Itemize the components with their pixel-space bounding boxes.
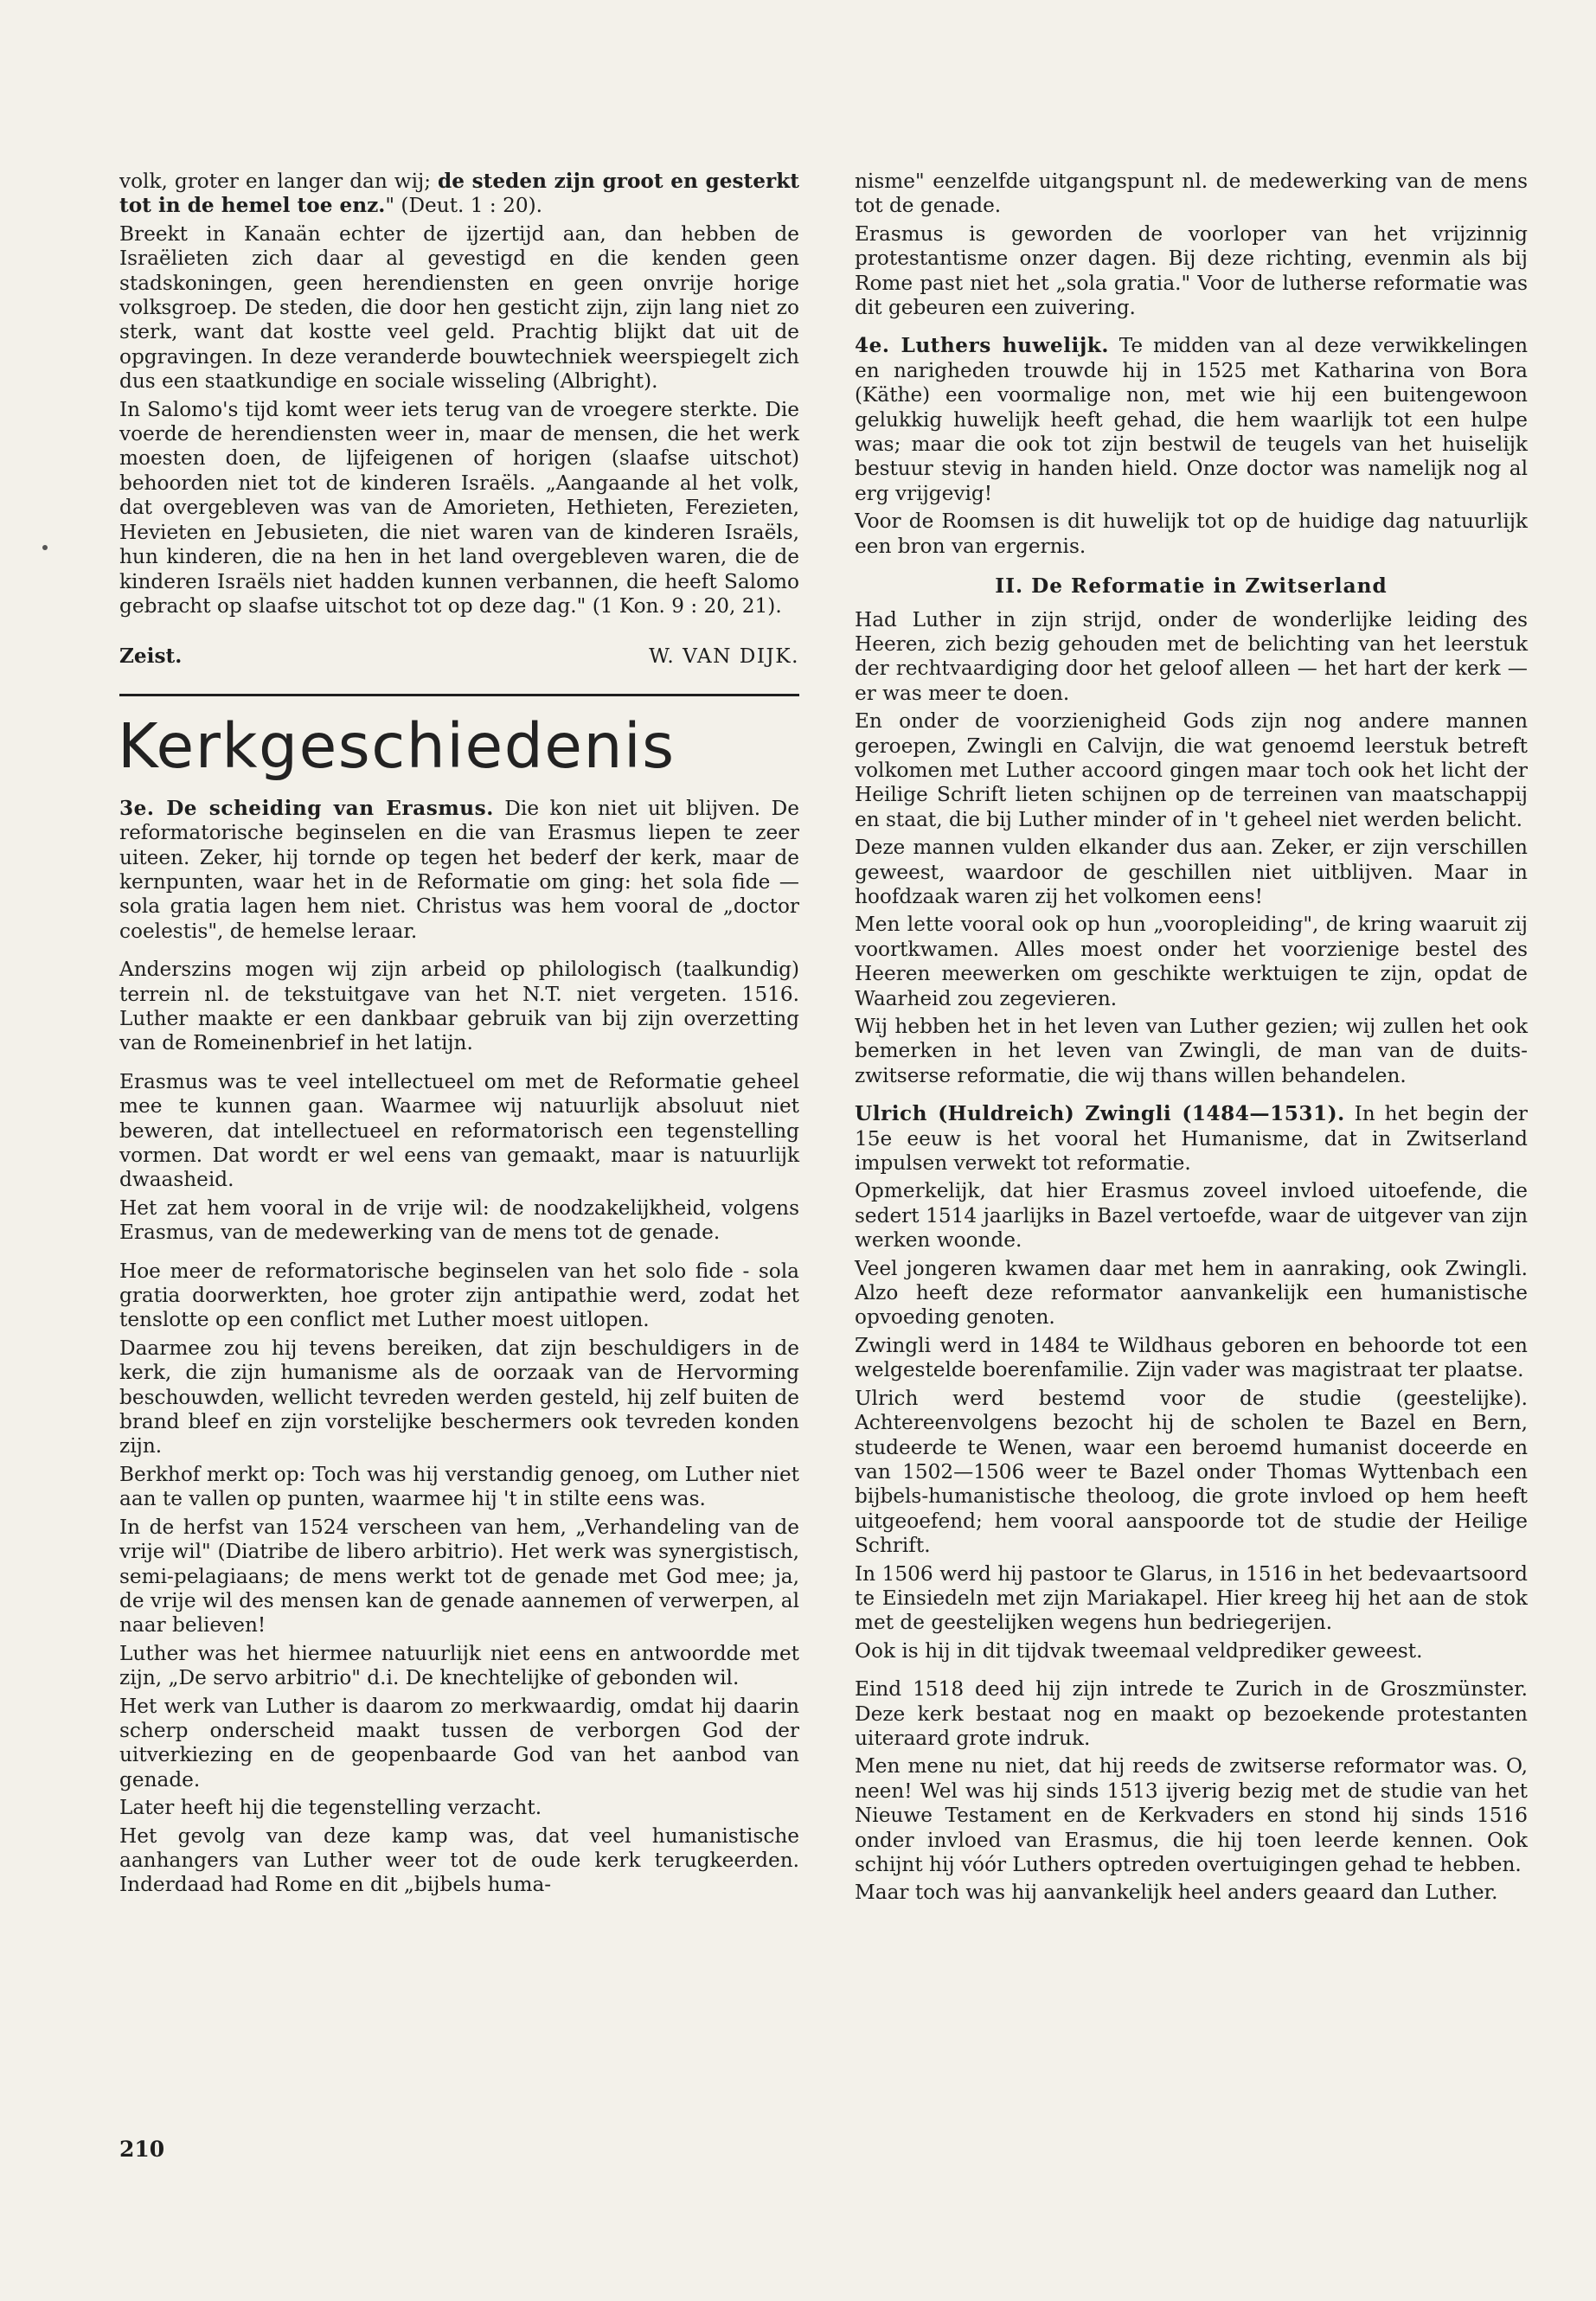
page-number: 210	[119, 2137, 165, 2162]
paragraph: Eind 1518 deed hij zijn intrede te Zurich in de Groszmünster. Deze kerk bestaat nog en maakt op bezoekende protestanten uiteraard grote indruk.	[855, 1677, 1528, 1750]
paragraph: Later heeft hij die tegenstelling verzacht.	[119, 1796, 542, 1820]
paragraph: 4e. Luthers huwelijk. Te midden van al deze verwikkelingen en narigheden trouwde hij in 1525 met Katharina von Bora (Käthe) een voormalige non, met wie hij een buitengewoon gelukkig huwelijk heeft gehad, die hem waarlijk tot een hulpe was; maar die ook tot zijn bestwil de teugels van het huiselijk bestuur stevig in handen hield. Onze doctor was namelijk nog al erg vrijgevig!	[855, 334, 1529, 505]
paragraph: Luther was het hiermee natuurlijk niet eens en antwoordde met zijn, „De servo arbitrio" d.i. De knechtelijke of gebonden wil.	[119, 1641, 799, 1690]
intro-text	[119, 170, 799, 619]
paragraph: Wij hebben het in het leven van Luther gezien; wij zullen het ook bemerken in het leven van Zwingli, de man van de duits-zwitserse reformatie, die wij thans willen behandelen.	[855, 1015, 1528, 1087]
intro-text	[855, 170, 1528, 320]
paragraph: Ook is hij in dit tijdvak tweemaal veldprediker geweest.	[855, 1638, 1423, 1663]
paragraph: Voor de Roomsen is dit huwelijk tot op de huidige dag natuurlijk een bron van ergernis.	[855, 510, 1528, 558]
reformation-section	[855, 608, 1528, 1089]
paragraph: Breekt in Kanaän echter de ijzertijd aan, dan hebben de Israëlieten zich daar al gevestigd en die kenden geen stadskoningen, geen herendiensten en geen onvrije horige volksgroep. De steden, die door hen gesticht zijn, zijn lang niet zo sterk, want dat kostte veel geld. Prachtig blijkt dat uit de opgravingen. In deze veranderde bouwtechniek weerspiegelt zich dus een staatkundige en sociale wisseling (Albright).	[119, 221, 799, 394]
paragraph: In 1506 werd hij pastoor te Glarus, in 1516 in het bedevaartsoord te Einsiedeln met zijn Mariakapel. Hier kreeg hij het aan de stok met de geestelijken wegens hun bedriegerijen.	[855, 1561, 1528, 1635]
paragraph: Maar toch was hij aanvankelijk heel anders geaard dan Luther.	[855, 1881, 1498, 1905]
paragraph: Erasmus was te veel intellectueel om met de Reformatie geheel mee te kunnen gaan. Waarmee wij natuurlijk absoluut niet beweren, dat intellectueel en reformatorisch een tegenstelling vormen. Dat wordt er wel eens van gemaakt, maar is natuurlijk dwaasheid.	[119, 1069, 799, 1192]
paragraph: Men mene nu niet, dat hij reeds de zwitserse reformator was. O, neen! Wel was hij sinds 1513 ijverig bezig met de studie van het Nieuwe Testament en de Kerkvaders en stond hij sinds 1516 onder invloed van Erasmus, die hij toen leerde kennen. Ook schijnt hij vóór Luthers optreden overtuigingen gehad te hebben.	[855, 1754, 1528, 1876]
right-column	[855, 170, 1528, 1909]
paragraph: Berkhof merkt op: Toch was hij verstandig genoeg, om Luther niet aan te vallen op punten, waarmee hij 't in stilte eens was.	[119, 1462, 799, 1511]
paragraph: Daarmee zou hij tevens bereiken, dat zijn beschuldigers in de kerk, die zijn humanisme als de oorzaak van de Hervorming beschouwden, wellicht tevreden werden gesteld, hij zelf buiten de brand bleef en zijn vorstelijke beschermers ook tevreden konden zijn.	[119, 1336, 799, 1458]
paragraph: Anderszins mogen wij zijn arbeid op philologisch (taalkundig) terrein nl. de tekstuitgave van het N.T. niet vergeten. 1516. Luther maakte er een dankbaar gebruik van bij zijn overzetting van de Romeinenbrief in het latijn.	[119, 958, 799, 1055]
paragraph: In Salomo's tijd komt weer iets terug van de vroegere sterkte. Die voerde de herendiensten weer in, maar de mensen, die het werk moesten doen, de lijfeigenen of horigen (slaafse uitschot) behoorden niet tot de kinderen Israëls. „Aangaande al het volk, dat overgebleven was van de Amorieten, Hethieten, Ferezieten, Hevieten en Jebusieten, die niet waren van de kinderen Israëls, hun kinderen, die na hen in het land overgebleven waren, die de kinderen Israëls niet hadden kunnen verbannen, die heeft Salomo gebracht op slaafse uitschot tot op deze dag." (1 Kon. 9 : 20, 21).	[119, 397, 799, 618]
article-body	[119, 797, 799, 1898]
paragraph: In de herfst van 1524 verscheen van hem, „Verhandeling van de vrije wil" (Diatribe de libero arbitrio). Het werk was synergistisch, semi-pelagiaans; de mens werkt tot de genade met God mee; ja, de vrije wil des mensen kan de genade aannemen of verwerpen, al naar believen!	[119, 1515, 799, 1638]
paragraph: nisme" eenzelfde uitgangspunt nl. de medewerking van de mens tot de genade.	[855, 170, 1528, 218]
paragraph: volk, groter en langer dan wij; de steden zijn groot en gesterkt tot in de hemel toe enz." (Deut. 1 : 20).	[119, 170, 799, 218]
luther-marriage-section	[855, 334, 1528, 559]
paragraph: Het zat hem vooral in de vrije wil: de noodzakelijkheid, volgens Erasmus, van de medewerking van de mens tot de genade.	[119, 1195, 799, 1245]
paragraph: 3e. De scheiding van Erasmus. Die kon niet uit blijven. De reformatorische beginselen en die van Erasmus liepen te zeer uiteen. Zeker, hij tornde op tegen het bederf der kerk, maar de kernpunten, waar het in de Reformatie om ging: het sola fide — sola gratia lagen hem niet. Christus was hem vooral de „doctor coelestis", de hemelse leraar.	[119, 796, 799, 943]
paragraph: Deze mannen vulden elkander dus aan. Zeker, er zijn verschillen geweest, waardoor de geschillen niet uitblijven. Maar in hoofdzaak waren zij het volkomen eens!	[855, 836, 1528, 908]
left-column	[119, 170, 799, 1901]
paragraph: Het werk van Luther is daarom zo merkwaardig, omdat hij daarin scherp onderscheid maakt tussen de verborgen God der uitverkiezing en de geopenbaarde God van het aanbod van genade.	[119, 1694, 799, 1791]
paragraph: Opmerkelijk, dat hier Erasmus zoveel invloed uitoefende, die sedert 1514 jaarlijks in Bazel vertoefde, waar de uitgever van zijn werken woonde.	[855, 1179, 1528, 1253]
zwingli-section	[855, 1102, 1528, 1906]
section-title: Kerkgeschiedenis	[118, 709, 676, 782]
author-name: W. VAN DIJK.	[649, 644, 799, 669]
section-divider	[119, 694, 799, 696]
paragraph: Erasmus is geworden de voorloper van het vrijzinnig protestantisme onzer dagen. Bij deze richting, evenmin als bij Rome past niet het „sola gratia." Voor de lutherse reformatie was dit gebeuren een zuivering.	[855, 221, 1528, 320]
signature-place: Zeist.	[119, 644, 183, 669]
paragraph: En onder de voorzienigheid Gods zijn nog andere mannen geroepen, Zwingli en Calvijn, die wat genoemd leerstuk betreft volkomen met Luther accoord gingen maar toch ook het licht der Heilige Schrift lieten schijnen op de terreinen van maatschappij en staat, die bij Luther minder of in 't geheel niet werden belicht.	[855, 709, 1528, 831]
paragraph: Ulrich werd bestemd voor de studie (geestelijke). Achtereenvolgens bezocht hij de scholen te Bazel en Bern, studeerde te Wenen, waar een beroemd humanist doceerde en van 1502—1506 weer te Bazel onder Thomas Wyttenbach een bijbels-humanistische theoloog, die grote invloed op hem heeft uitgeoefend; hem vooral aanspoorde tot de studie der Heilige Schrift.	[855, 1386, 1528, 1558]
paragraph: Het gevolg van deze kamp was, dat veel humanistische aanhangers van Luther weer tot de oude kerk terugkeerden. Inderdaad had Rome en dit „bijbels huma-	[119, 1823, 799, 1897]
paragraph: Had Luther in zijn strijd, onder de wonderlijke leiding des Heeren, zich bezig gehouden met de belichting van het leerstuk der rechtvaardiging door het geloof alleen — het hart der kerk — er was meer te doen.	[855, 607, 1528, 705]
margin-speck	[42, 545, 48, 550]
subheading: II. De Reformatie in Zwitserland	[995, 574, 1388, 599]
paragraph: Men lette vooral ook op hun „vooropleiding", de kring waaruit zij voortkwamen. Alles moest onder het voorzienige bestel des Heeren meewerken om geschikte werktuigen te zijn, opdat de Waarheid zou zegevieren.	[855, 913, 1528, 1010]
paragraph: Hoe meer de reformatorische beginselen van het solo fide - sola gratia doorwerkten, hoe groter zijn antipathie werd, zodat het tenslotte op een conflict met Luther moest uitlopen.	[119, 1259, 799, 1332]
paragraph: Zwingli werd in 1484 te Wildhaus geboren en behoorde tot een welgestelde boerenfamilie. Zijn vader was magistraat ter plaatse.	[855, 1333, 1528, 1382]
paragraph: Ulrich (Huldreich) Zwingli (1484—1531). In het begin der 15e eeuw is het vooral het Humanisme, dat in Zwitserland impulsen verwekt tot reformatie.	[855, 1102, 1528, 1176]
signature	[119, 644, 799, 669]
paragraph: Veel jongeren kwamen daar met hem in aanraking, ook Zwingli. Alzo heeft deze reformator aanvankelijk een humanistische opvoeding genoten.	[855, 1256, 1528, 1330]
